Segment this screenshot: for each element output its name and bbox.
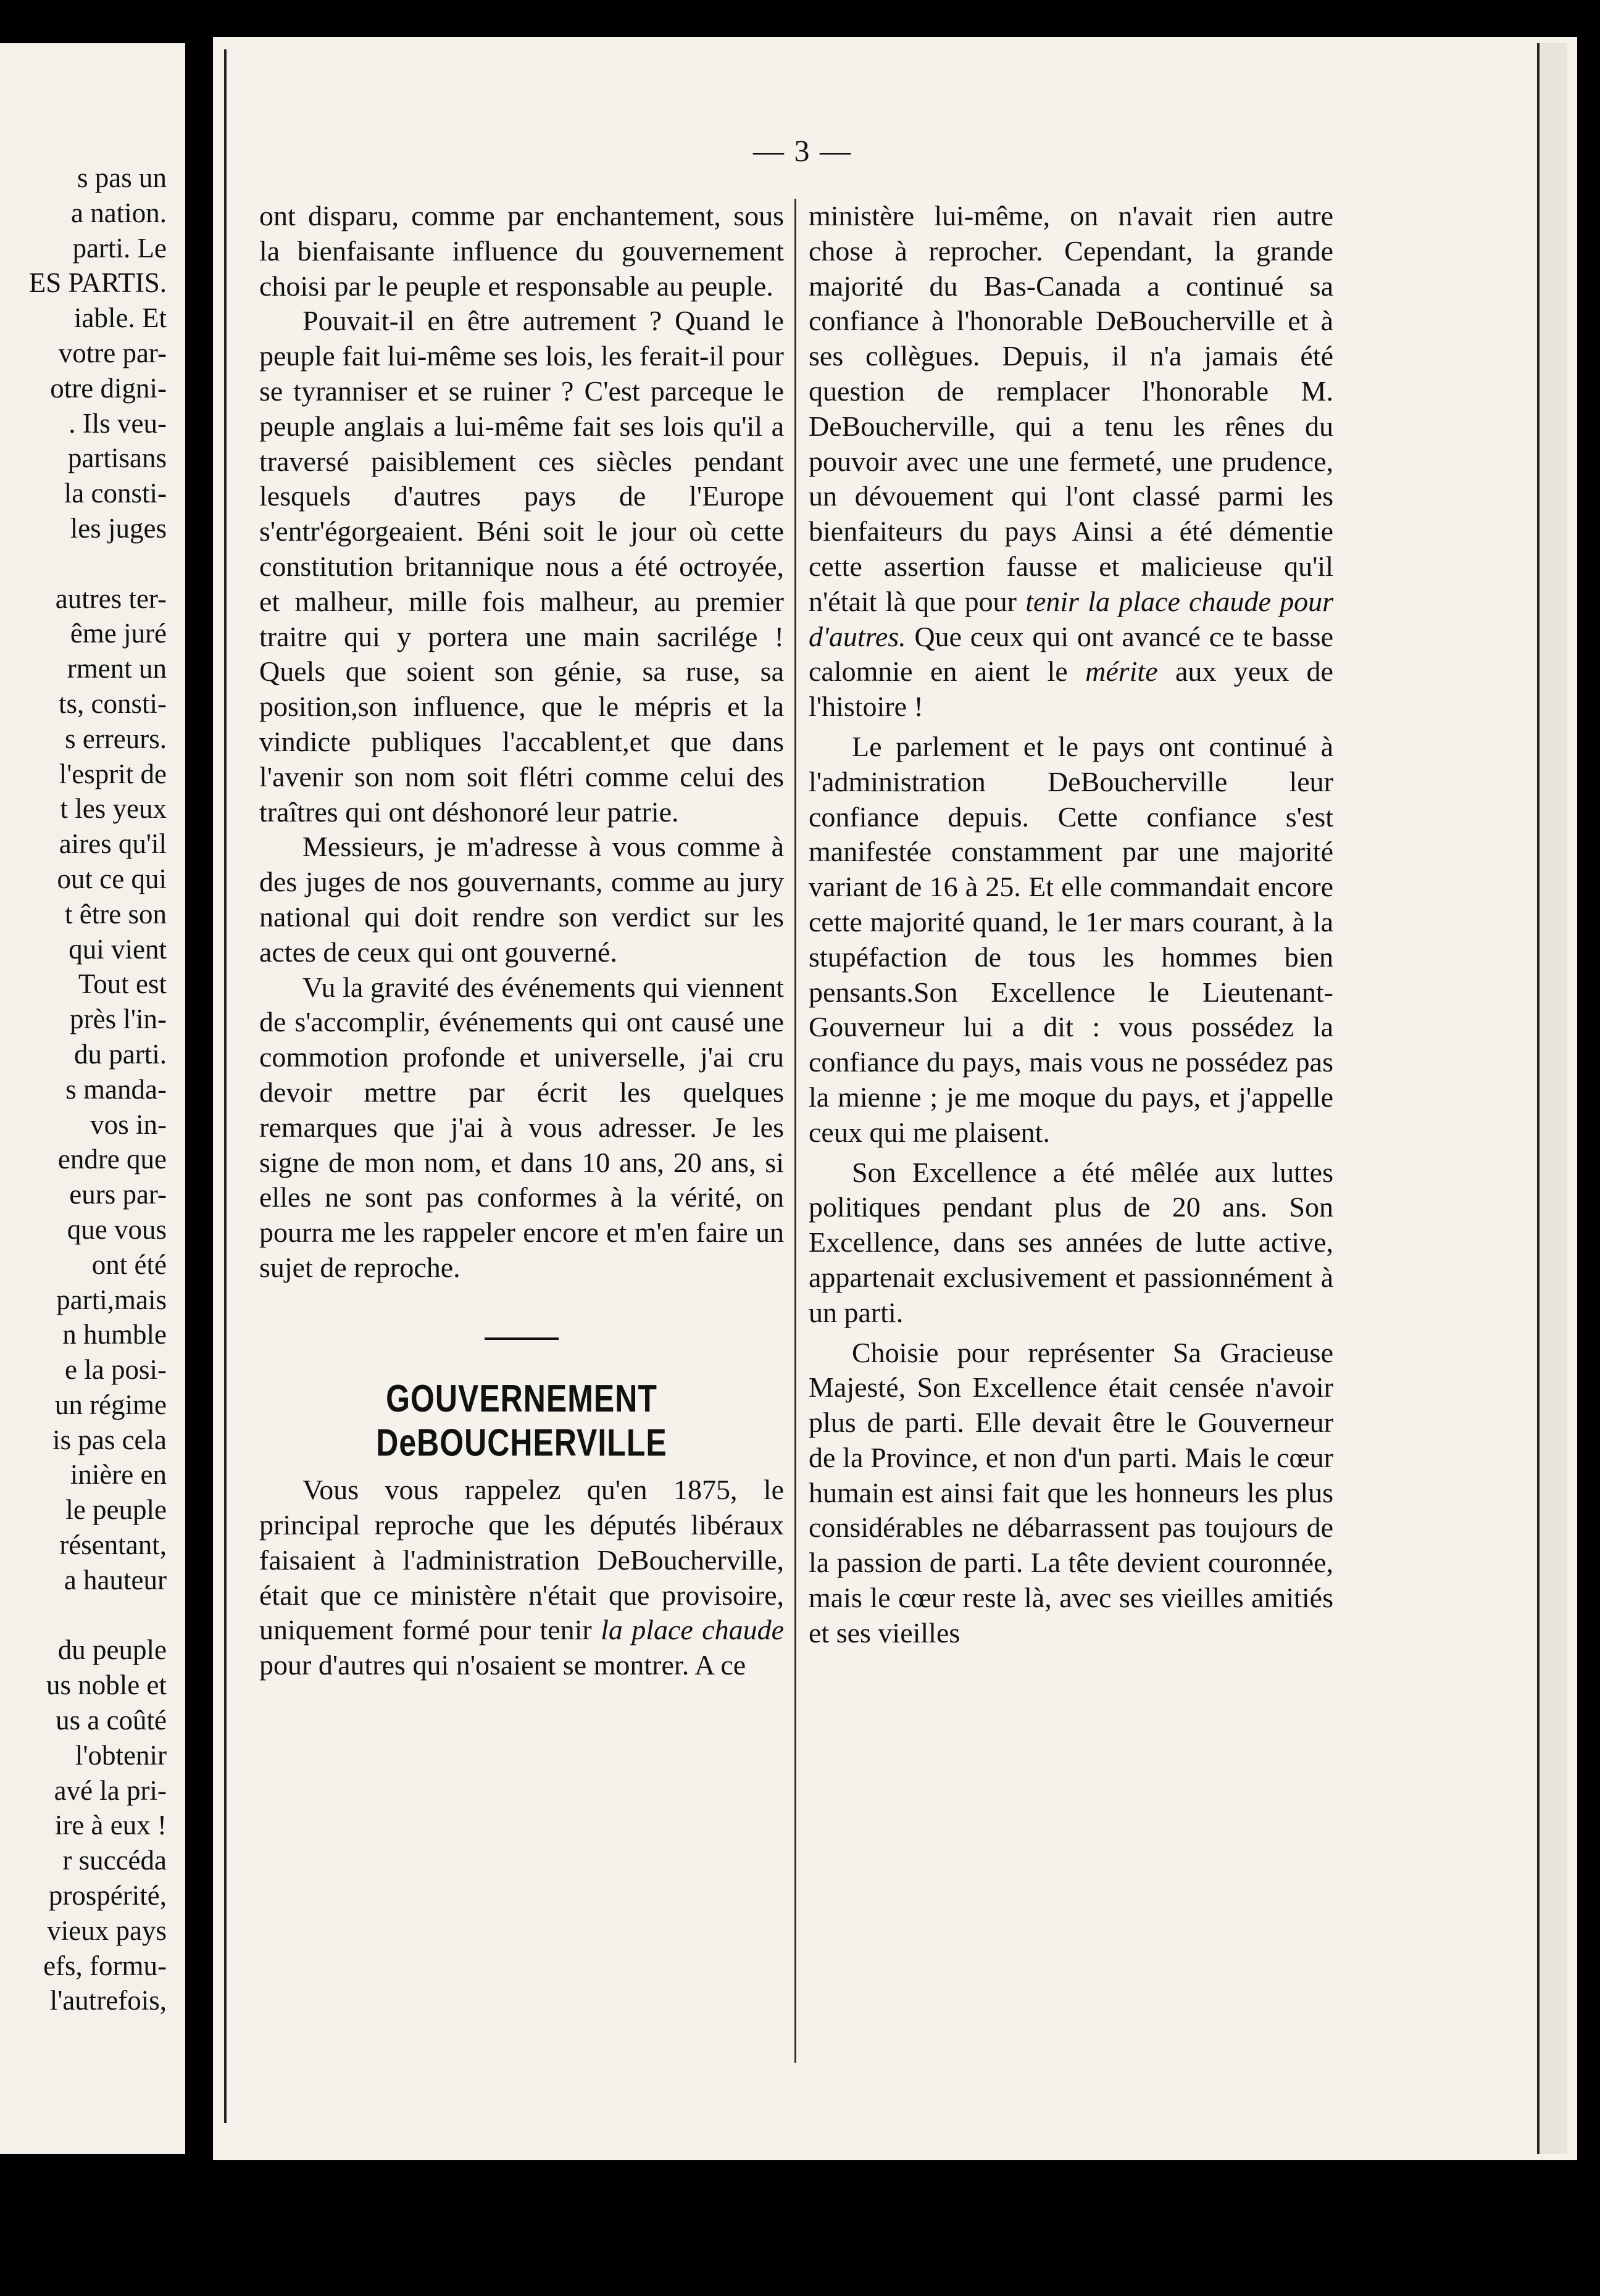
fragment-line: résentant, bbox=[59, 1529, 167, 1561]
paragraph: Messieurs, je m'adresse à vous comme à des juges de nos gouvernants, comme au jury national qui doit rendre son verdict sur les actes de ceux qui ont gouverné. bbox=[259, 831, 784, 968]
fragment-line: us a coûté bbox=[56, 1705, 167, 1736]
fragment-line: ts, consti- bbox=[59, 688, 167, 719]
fragment-line: que vous bbox=[67, 1213, 167, 1245]
fragment-line: autres ter- bbox=[55, 583, 167, 614]
fragment-line: près l'in- bbox=[70, 1004, 167, 1035]
fragment-line: avé la pri- bbox=[54, 1774, 167, 1806]
fragment-line: parti,mais bbox=[56, 1284, 167, 1315]
fragment-line: rment un bbox=[67, 653, 167, 684]
fragment-line: Tout est bbox=[78, 968, 167, 1000]
fragment-line: . Ils veu- bbox=[69, 407, 167, 439]
fragment-line: les juges bbox=[70, 512, 167, 544]
fragment-line: vos in- bbox=[90, 1108, 167, 1140]
page-number: — 3 — bbox=[753, 133, 852, 168]
fragment-line: partisans bbox=[68, 443, 167, 474]
fragment-line: du peuple bbox=[57, 1634, 167, 1666]
fragment-line: un régime bbox=[54, 1389, 167, 1420]
previous-page-text bbox=[0, 160, 167, 2018]
fragment-line bbox=[0, 546, 167, 581]
paragraph: Pouvait-il en être autrement ? Quand le peuple fait lui-même ses lois, les ferait-il pour se tyranniser et se ruiner ? C'est parceque le peuple anglais a lui-même fait ses lois qu'il a traversé paisiblement ces siècles pendant lesquels d'autres pays de l'Europe s'entr'égorgeaient. Béni soit le jour où cette constitution britannique nous a été octroyée, et malheur, mille fois malheur, au premier traitre qui y portera une main sacrilége ! Quels que soient son génie, sa ruse, sa position,son influence, que le mépris et la vindicte publiques l'accablent,et que dans l'avenir son nom soit flétri comme celui des traîtres qui ont déshonoré leur patrie. bbox=[259, 305, 784, 828]
fragment-line: du parti. bbox=[74, 1038, 167, 1070]
fragment-line: s pas un bbox=[77, 162, 167, 193]
fragment-line: ire à eux ! bbox=[54, 1810, 167, 1841]
fragment-line: t les yeux bbox=[60, 793, 167, 825]
fragment-line: l'autrefois, bbox=[49, 1985, 167, 2016]
fragment-line: l'obtenir bbox=[75, 1739, 167, 1771]
fragment-line: s erreurs. bbox=[65, 723, 167, 754]
fragment-line: vieux pays bbox=[47, 1915, 167, 1946]
paragraph: Son Excellence a été mêlée aux luttes politiques pendant plus de 20 ans. Son Excellence, dans ses années de lutte active, appartenait exclusivement et passionnément à un parti. bbox=[809, 1156, 1333, 1328]
fragment-line: a hauteur bbox=[64, 1564, 167, 1595]
fragment-line: e la posi- bbox=[65, 1354, 167, 1386]
paragraph: Vu la gravité des événements qui viennent de s'accomplir, événements qui ont causé une commotion profonde et universelle, j'ai cru devoir mettre par écrit les quelques remarques que j'ai à vous adresser. Je les signe de mon nom, et dans 10 ans, 20 ans, si elles ne sont pas conformes à la vérité, on pourra me les rappeler encore et m'en faire un sujet de reproche. bbox=[259, 971, 784, 1283]
fragment-line: is pas cela bbox=[52, 1424, 167, 1455]
fragment-line: aires qu'il bbox=[59, 828, 167, 860]
fragment-line: qui vient bbox=[69, 933, 167, 965]
fragment-line: s manda- bbox=[65, 1073, 167, 1105]
fragment-line: out ce qui bbox=[57, 863, 167, 894]
paragraph: Choisie pour représenter Sa Gracieuse Majesté, Son Excellence était censée n'avoir plus de parti. Elle devait être le Gouverneur de la Province, et non d'un parti. Mais le cœur humain est ainsi fait que les honneurs les plus considérables ne débarrassent pas toujours de la passion de parti. La tête devient couronnée, mais le cœur reste là, avec ses vieilles amitiés et ses vieilles bbox=[809, 1336, 1333, 1649]
paragraph: Vous vous rappelez qu'en 1875, le principal reproche que les députés libéraux faisaient à l'administration DeBoucherville, était que ce ministère n'était que provisoire, uniquement formé pour tenir la place chaude pour d'autres qui n'osaient se montrer. A ce bbox=[259, 1474, 785, 1681]
fragment-line: efs, formu- bbox=[43, 1950, 167, 1981]
fragment-line: le peuple bbox=[65, 1494, 167, 1526]
fragment-line: endre que bbox=[57, 1144, 167, 1175]
fragment-line bbox=[0, 1598, 167, 1633]
paragraph: ont disparu, comme par enchantement, sous la bienfaisante influence du gouvernement choisi par le peuple et responsable au peuple. bbox=[259, 200, 784, 302]
previous-page-fragment bbox=[0, 43, 185, 2154]
fragment-line: eurs par- bbox=[69, 1179, 167, 1210]
fragment-line: t être son bbox=[65, 898, 167, 930]
fragment-line: iable. Et bbox=[74, 302, 167, 334]
fragment-line: n humble bbox=[62, 1319, 167, 1350]
fragment-line: prospérité, bbox=[48, 1880, 167, 1911]
fragment-line: ême juré bbox=[70, 618, 167, 649]
fragment-line: inière en bbox=[70, 1459, 167, 1491]
section-headline: GOUVERNEMENT DeBOUCHERVILLE bbox=[376, 1376, 667, 1464]
fragment-line: ont été bbox=[91, 1249, 167, 1280]
text-column-2 bbox=[809, 199, 1333, 1651]
fragment-line: ES PARTIS. bbox=[28, 267, 167, 299]
fragment-line: votre par- bbox=[58, 337, 167, 368]
fragment-line: a nation. bbox=[71, 197, 167, 228]
column-rule bbox=[794, 199, 796, 2063]
fragment-line: us noble et bbox=[46, 1670, 167, 1701]
paragraph: ministère lui-même, on n'avait rien autre chose à reprocher. Cependant, la grande majorité du Bas-Canada a continué sa confiance à l'honorable DeBoucherville et à ses collègues. Depuis, il n'a jamais été question de remplacer l'honorable M. DeBoucherville, qui a tenu les rênes du pouvoir avec une une fermeté, une prudence, un dévouement qui l'ont classé parmi les bienfaiteurs du pays Ainsi a été démentie cette assertion fausse et malicieuse qu'il n'était là que pour tenir la place chaude pour d'autres. Que ceux qui ont avancé ce te basse calomnie en aient le mérite aux yeux de l'histoire ! bbox=[809, 200, 1333, 723]
page-fold-line bbox=[224, 49, 227, 2123]
fragment-line: l'esprit de bbox=[59, 758, 167, 789]
page-edge bbox=[1537, 43, 1567, 2154]
fragment-line: otre digni- bbox=[50, 372, 167, 404]
section-divider bbox=[485, 1337, 559, 1340]
fragment-line: r succéda bbox=[62, 1845, 167, 1876]
fragment-line: la consti- bbox=[64, 478, 167, 509]
paragraph: Le parlement et le pays ont continué à l'administration DeBoucherville leur confiance depuis. Cette confiance s'est manifestée constamment par une majorité variant de 16 à 25. Et elle commandait encore cette majorité quand, le 1er mars courant, à la stupéfaction de tous les hommes bien pensants.Son Excellence le Lieutenant-Gouverneur lui a dit : vous possédez la confiance du pays, mais vous ne possédez pas la mienne ; je me moque du pays, et j'appelle ceux qui me plaisent. bbox=[809, 730, 1333, 1148]
text-column-1 bbox=[259, 199, 784, 1683]
fragment-line: parti. Le bbox=[72, 232, 167, 264]
